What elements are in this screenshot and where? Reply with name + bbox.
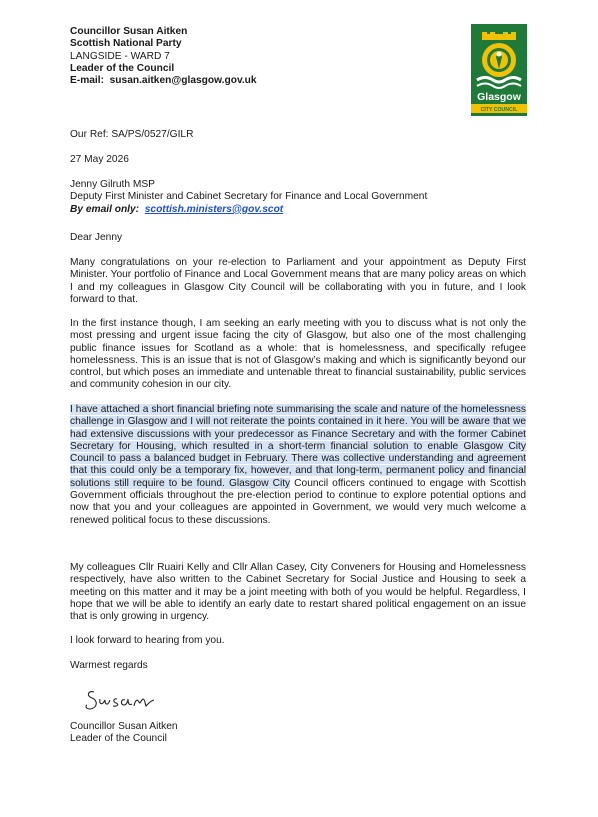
sender-ward: LANGSIDE - WARD 7 (70, 50, 170, 62)
glasgow-city-council-logo (471, 24, 527, 116)
sender-email-line (70, 75, 450, 87)
sender-role: Leader of the Council (70, 62, 175, 74)
recipient-block (70, 179, 540, 216)
reference: Our Ref: SA/PS/0527/GILR (70, 129, 194, 140)
sender-block (70, 26, 450, 87)
signature-image (84, 686, 174, 714)
by-email-label: By email only: (70, 203, 140, 215)
recipient-email-line (70, 204, 540, 216)
signoff-role: Leader of the Council (70, 733, 167, 745)
logo-text-city-council: CITY COUNCIL (480, 107, 518, 113)
paragraph-4: My colleagues Cllr Ruairi Kelly and Cllr Allan Casey, City Conveners for Housing and Homelessness respectively, have also written to the Cabinet Secretary for Social Justice and Housing to seek a meeting on this matter and it may be a joint meeting with both of you would be helpful. Regardless, I hope that we will be able to identify an early date to restart shared political engagement on an issue that is only growing in urgency. (70, 562, 526, 623)
paragraph-2: In the first instance though, I am seeking an early meeting with you to discuss what is not only the most pressing and urgent issue facing the city of Glasgow, but also one of the most challenging public finance issues for Scotland as a whole: that is homelessness, and specifically refugee homelessness. This is an issue that is not of Glasgow’s making and which is significantly beyond our control, but which poses an immediate and untenable threat to financial sustainability, public services and community cohesion in our city. (70, 318, 526, 391)
sender-email[interactable]: susan.aitken@glasgow.gov.uk (109, 75, 257, 87)
logo-text-glasgow: Glasgow (477, 91, 521, 103)
sender-email-label: E-mail: (70, 75, 104, 87)
letter-date: 27 May 2026 (70, 154, 129, 165)
recipient-email-link[interactable]: scottish.ministers@gov.scot (144, 203, 284, 215)
sender-party: Scottish National Party (70, 38, 182, 50)
paragraph-3-rest: Council officers continued to engage with Scottish Government officials throughout the pre-election period to continue to explore potential options and now that you and your colleagues are appointed in Government, we would very much welcome a renewed political focus to these discussions. (70, 477, 526, 526)
recipient-title: Deputy First Minister and Cabinet Secretary for Finance and Local Government (70, 191, 428, 203)
signoff-block (70, 721, 526, 746)
paragraph-3 (70, 404, 526, 527)
salutation: Dear Jenny (70, 232, 123, 243)
paragraph-5: I look forward to hearing from you. (70, 635, 225, 646)
closing: Warmest regards (70, 660, 148, 671)
signoff-name: Councillor Susan Aitken (70, 721, 178, 732)
sender-name: Councillor Susan Aitken (70, 26, 188, 37)
recipient-name: Jenny Gilruth MSP (70, 179, 155, 190)
paragraph-1: Many congratulations on your re-election to Parliament and your appointment as Deputy First Minister. Your portfolio of Finance and Local Government means that are many policy areas on which I and my colleagues in Glasgow City Council will be collaborating with you in future, and I look forward to that. (70, 257, 526, 305)
highlighted-text: I have attached a short financial briefing note summarising the scale and nature of the homelessness challenge in Glasgow and I will not reiterate the points contained in it here. You will be aware that we had extensive discussions with your predecessor as Finance Secretary and with the former Cabinet Secretary for Housing, which resulted in a short-term financial solution to enable Glasgow City Council to pass a balanced budget in February. There was collective understanding and agreement that this could only be a temporary fix, however, and that long-term, permanent policy and financial solutions still require to be found. Glasgow City (70, 404, 526, 489)
